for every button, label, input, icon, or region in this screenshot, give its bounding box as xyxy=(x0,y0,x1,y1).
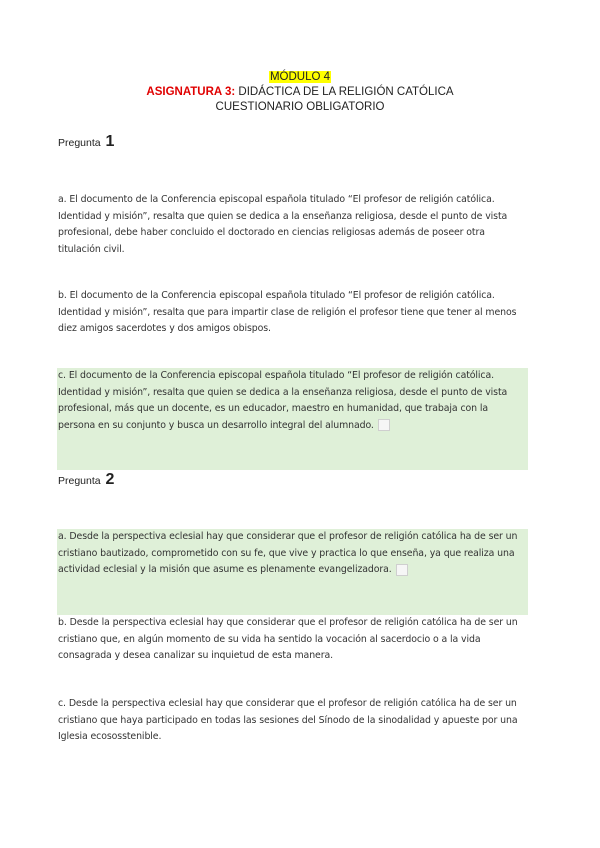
option-text: c. El documento de la Conferencia episcopal española titulado “El profesor de religión católica. Identidad y misión”, resalta que quien se dedica a la enseñanza religiosa, desde el punto de vista profesional, más que un docente, es un educador, maestro en humanidad, que trabaja con la persona en su conjunto y busca un desarrollo integral del alumnado. xyxy=(58,370,508,431)
answer-checkbox[interactable] xyxy=(396,564,408,576)
option-text: a. El documento de la Conferencia episcopal española titulado “El profesor de religión católica. Identidad y misión”, resalta que quien se dedica a la enseñanza religiosa, desde el punto de vista profesional, debe haber concluido el doctorado en ciencias religiosas además de poseer otra titulación civil. xyxy=(58,194,508,255)
question-1-option-b[interactable] xyxy=(58,288,528,338)
module-title: MÓDULO 4 xyxy=(269,71,331,83)
question-number: 2 xyxy=(105,471,115,488)
question-2-option-a[interactable] xyxy=(58,529,528,579)
subject-title: DIDÁCTICA DE LA RELIGIÓN CATÓLICA xyxy=(238,86,454,98)
answer-checkbox[interactable] xyxy=(378,419,390,431)
question-2-option-c[interactable] xyxy=(58,696,528,746)
option-text: b. El documento de la Conferencia episcopal española titulado “El profesor de religión católica. Identidad y misión”, resalta que para impartir clase de religión el profesor tiene que tener al menos diez amigos sacerdotes y dos amigos obispos. xyxy=(58,290,517,334)
subject-line xyxy=(0,85,600,100)
document-header xyxy=(0,70,600,115)
question-label-text: Pregunta xyxy=(58,475,101,487)
question-1-option-a[interactable] xyxy=(58,192,528,258)
subject-prefix: ASIGNATURA 3: xyxy=(146,86,236,98)
question-2-option-b[interactable] xyxy=(58,615,528,665)
quiz-title: CUESTIONARIO OBLIGATORIO xyxy=(215,101,385,113)
option-text: b. Desde la perspectiva eclesial hay que considerar que el profesor de religión católica ha de ser un cristiano que, en algún momento de su vida ha sentido la vocación al sacerdocio o a la vida consagrada y desea canalizar su inquietud de esta manera. xyxy=(58,617,518,661)
question-2-label xyxy=(58,471,114,489)
question-label-text: Pregunta xyxy=(58,137,101,149)
option-text: c. Desde la perspectiva eclesial hay que considerar que el profesor de religión católica ha de ser un cristiano que haya participado en todas las sesiones del Sínodo de la sinodalidad y apueste por una Iglesia ecososstenible. xyxy=(58,698,518,742)
question-1-label xyxy=(58,133,114,151)
question-1-option-c[interactable] xyxy=(58,368,528,434)
question-number: 1 xyxy=(105,133,115,150)
option-text: a. Desde la perspectiva eclesial hay que considerar que el profesor de religión católica ha de ser un cristiano bautizado, comprometido con su fe, que vive y practica lo que enseña, ya que realiza una actividad eclesial y la misión que asume es plenamente evangelizadora. xyxy=(58,531,518,575)
